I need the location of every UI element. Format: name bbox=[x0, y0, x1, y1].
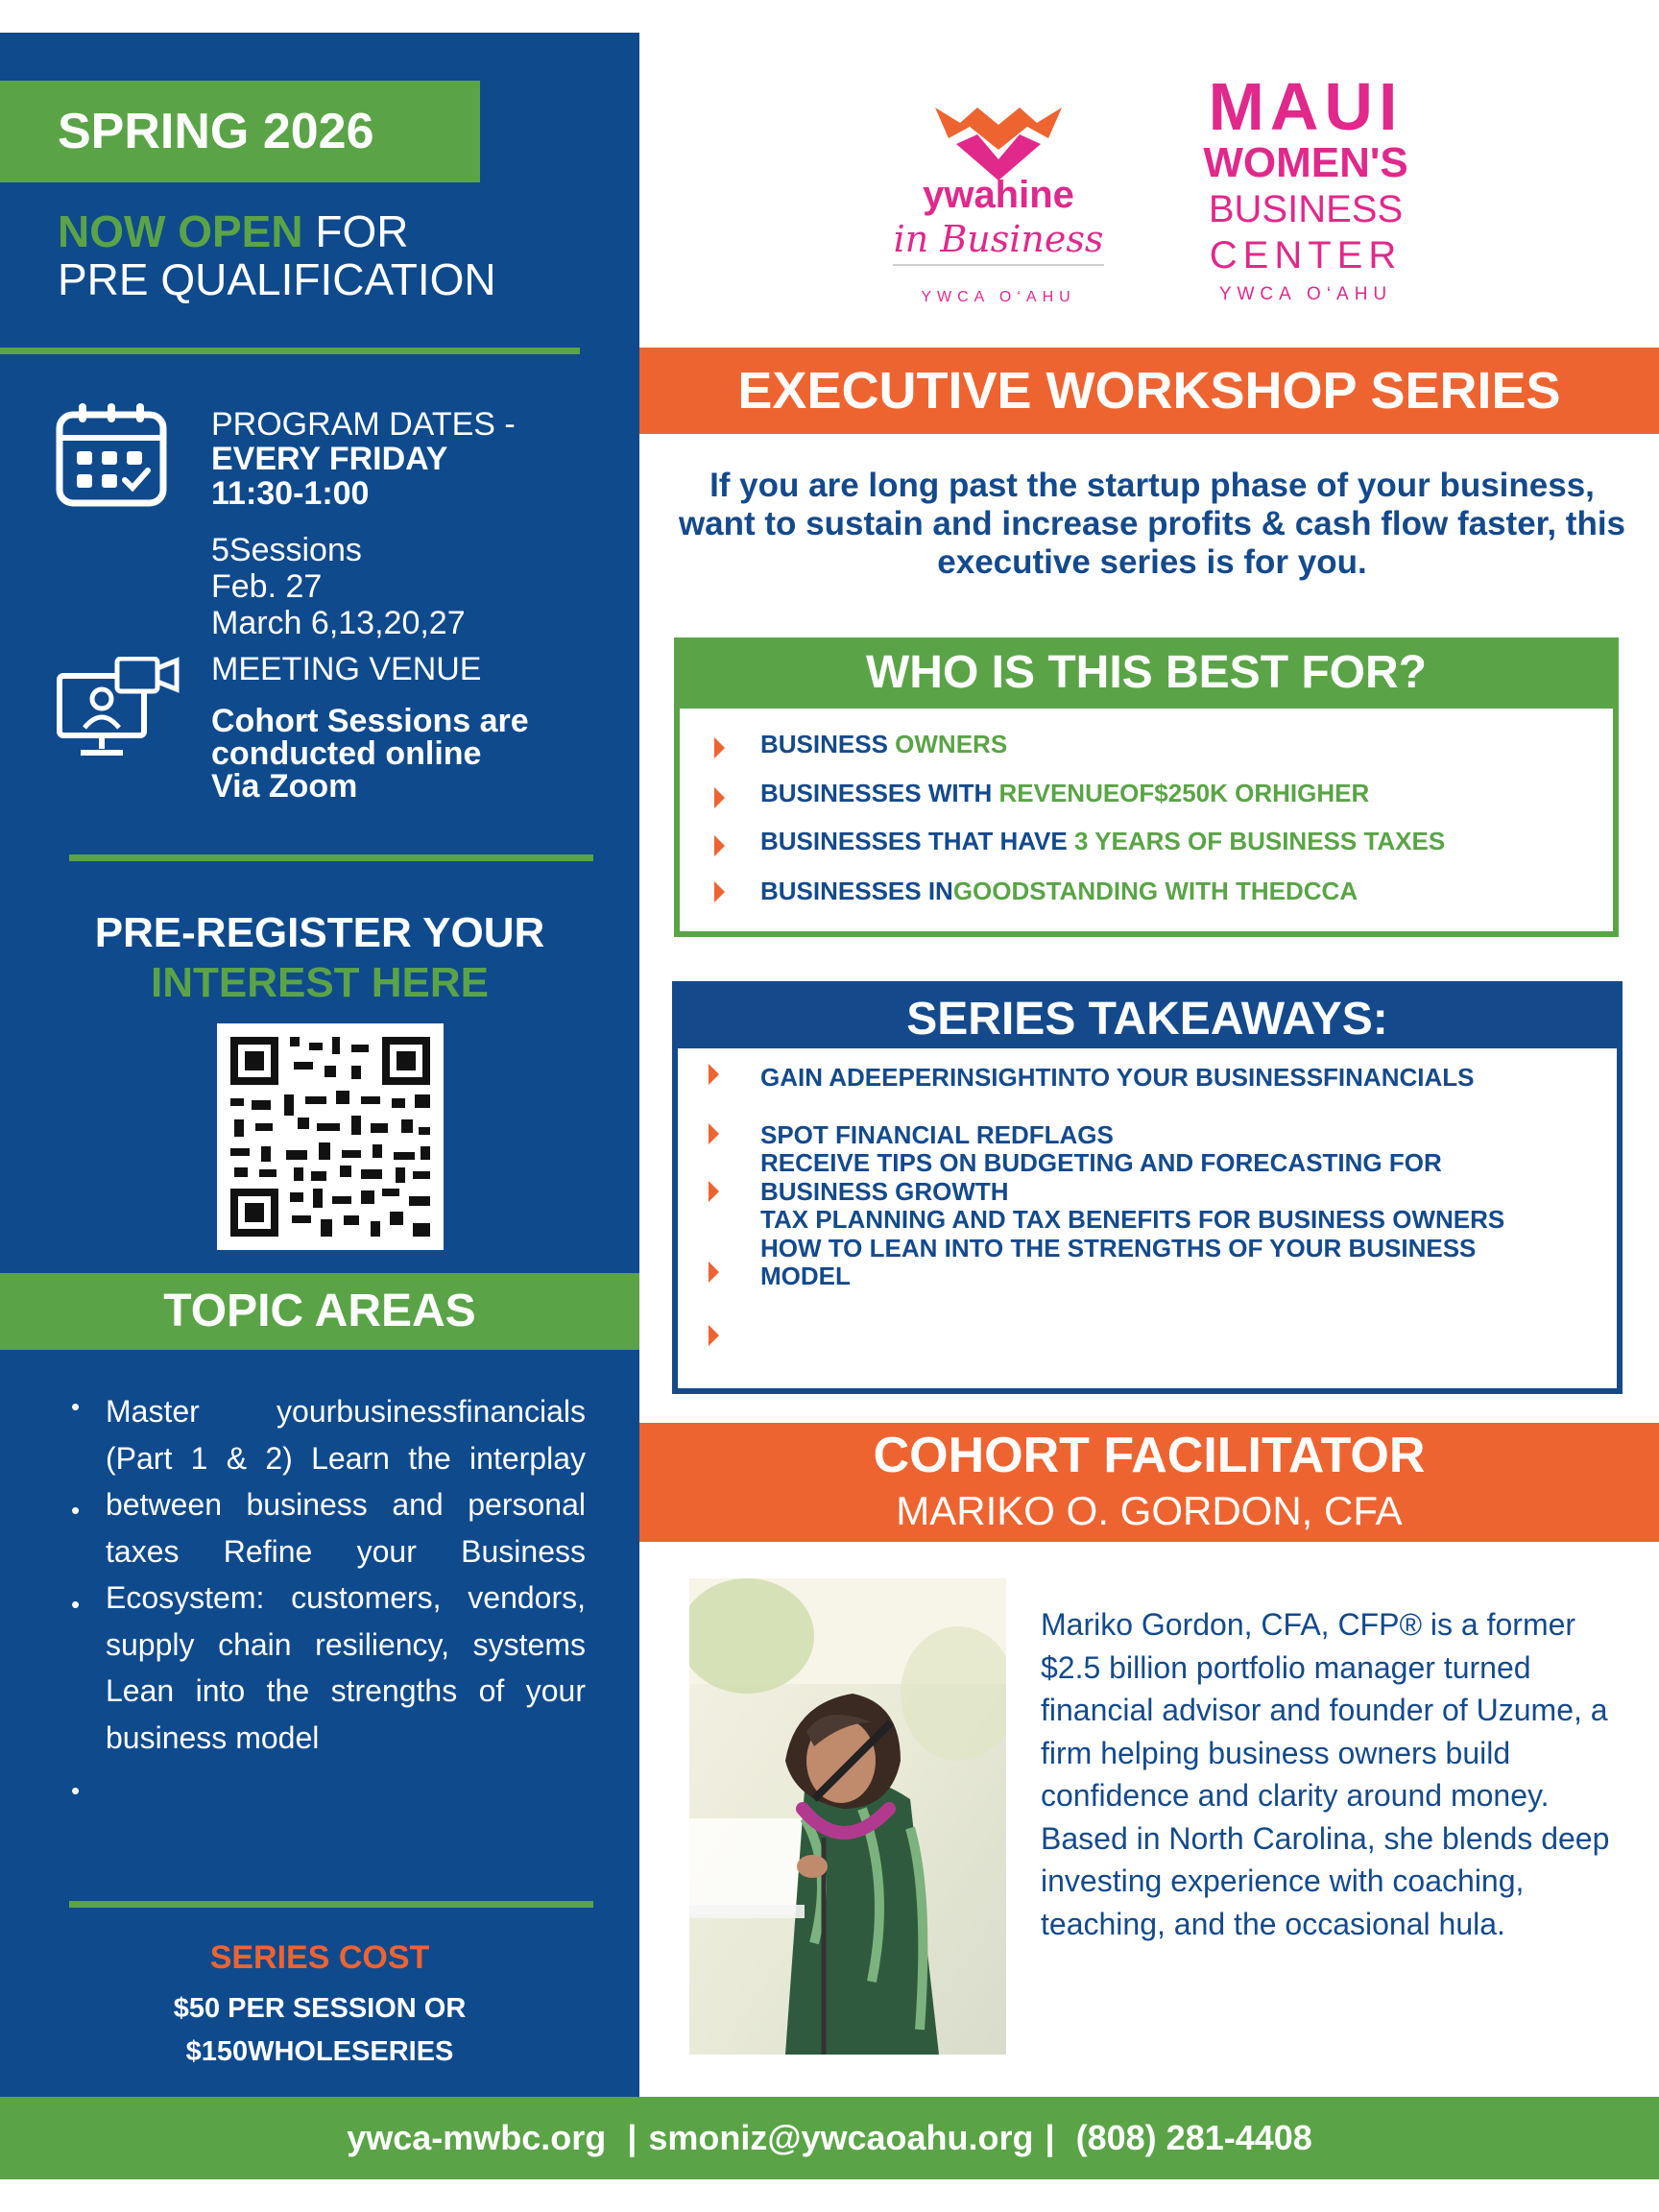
session-feb: Feb. 27 bbox=[211, 568, 323, 605]
spring-banner: SPRING 2026 bbox=[0, 81, 480, 182]
cost-line1: $50 PER SESSION OR bbox=[173, 1993, 467, 2024]
qr-code[interactable] bbox=[217, 1023, 444, 1250]
now-open-label: NOW OPEN bbox=[58, 206, 303, 256]
prequal-label: PRE QUALIFICATION bbox=[58, 254, 496, 304]
takeaway-item: TAX PLANNING AND TAX BENEFITS FOR BUSINESS OWNERS bbox=[760, 1205, 1505, 1234]
intro-text: If you are long past the startup phase of your business, want to sustain and increase profits & cash flow faster, this executive series is for you. bbox=[678, 467, 1626, 581]
who-item: BUSINESSES WITH REVENUEOF$250K ORHIGHER bbox=[760, 779, 1370, 807]
website-link[interactable]: ywca-mwbc.org bbox=[347, 2118, 607, 2157]
takeaways-heading: SERIES TAKEAWAYS: bbox=[672, 981, 1623, 1048]
divider bbox=[69, 1901, 593, 1908]
divider bbox=[0, 348, 580, 354]
venue-line2: conducted online bbox=[211, 735, 482, 772]
arrow-bullet-icon bbox=[709, 1064, 719, 1085]
series-cost bbox=[0, 1987, 639, 2074]
cohort-facilitator-banner bbox=[639, 1423, 1659, 1542]
arrow-bullet-icon bbox=[714, 835, 725, 856]
prereg-line1: PRE-REGISTER YOUR bbox=[94, 909, 545, 956]
takeaway-item: SPOT FINANCIAL REDFLAGS bbox=[760, 1119, 1114, 1149]
who-item: BUSINESSES THAT HAVE 3 YEARS OF BUSINESS TAXES bbox=[760, 827, 1446, 855]
session-count: 5Sessions bbox=[211, 532, 362, 568]
divider bbox=[69, 854, 593, 861]
ywahine-logo bbox=[864, 100, 1133, 311]
cohort-title: COHORT FACILITATOR bbox=[873, 1428, 1426, 1483]
prereg-line2: INTEREST HERE bbox=[150, 959, 490, 1006]
arrow-bullet-icon bbox=[714, 737, 725, 758]
footer-separator: | bbox=[627, 2118, 637, 2157]
program-dates-label: PROGRAM DATES - bbox=[211, 406, 516, 443]
arrow-bullet-icon bbox=[714, 881, 725, 902]
arrow-bullet-icon bbox=[714, 787, 725, 808]
program-time: 11:30-1:00 bbox=[211, 475, 370, 512]
takeaway-bullets bbox=[709, 1064, 728, 1352]
cost-line2: $150WHOLESERIES bbox=[185, 2036, 454, 2067]
for-label: FOR bbox=[302, 206, 409, 256]
facilitator-name: MARIKO O. GORDON, CFA bbox=[896, 1488, 1403, 1533]
who-heading: WHO IS THIS BEST FOR? bbox=[674, 637, 1619, 709]
business-text: BUSINESS bbox=[1208, 188, 1404, 230]
bio-paragraph: Mariko Gordon, CFA, CFP® is a former $2.5 billion portfolio manager turned financial advisor and founder of Uzume, a firm helping business owners build confidence and clarity around money. bbox=[1041, 1607, 1608, 1813]
who-item: BUSINESSES INGOODSTANDING WITH THEDCCA bbox=[760, 877, 1358, 905]
takeaway-item: BUSINESS GROWTH bbox=[760, 1176, 1009, 1206]
venue-line1: Cohort Sessions are bbox=[211, 703, 529, 739]
phone-number[interactable]: (808) 281-4408 bbox=[1075, 2118, 1312, 2157]
arrow-bullet-icon bbox=[709, 1262, 719, 1283]
sessions-list bbox=[211, 532, 466, 641]
who-list bbox=[714, 726, 1598, 927]
email-link[interactable]: smoniz@ywcaoahu.org bbox=[648, 2118, 1034, 2157]
video-call-icon bbox=[56, 657, 182, 762]
takeaway-item: RECEIVE TIPS ON BUDGETING AND FORECASTING FOR bbox=[760, 1148, 1442, 1177]
ywca-oahu-text: YWCA O‘AHU bbox=[921, 289, 1076, 305]
womens-text: WOMEN'S bbox=[1203, 139, 1408, 186]
footer-bar bbox=[0, 2097, 1659, 2179]
pre-register-heading bbox=[0, 908, 639, 1008]
maui-wbc-logo bbox=[1190, 69, 1421, 332]
topic-areas-text: Master yourbusinessfinancials (Part 1 & 2) Learn the interplay between business and personal taxes Refine your Business Ecosystem: customers, vendors, supply chain resiliency, systems Lean into the strengths of your business model bbox=[106, 1394, 586, 1755]
center-text: CENTER bbox=[1209, 234, 1403, 276]
facilitator-photo bbox=[689, 1578, 1006, 2055]
series-cost-title: SERIES COST bbox=[209, 1939, 430, 1976]
facilitator-bio bbox=[1041, 1603, 1626, 1945]
venue-line3: Via Zoom bbox=[211, 768, 358, 805]
calendar-icon bbox=[56, 401, 167, 507]
prequal-heading bbox=[58, 207, 624, 303]
takeaway-item: GAIN ADEEPERINSIGHTINTO YOUR BUSINESSFINANCIALS bbox=[760, 1063, 1475, 1092]
topic-areas-banner: TOPIC AREAS bbox=[0, 1273, 639, 1350]
program-dates bbox=[211, 407, 516, 511]
footer-separator: | bbox=[1045, 2118, 1055, 2157]
venue-label: MEETING VENUE bbox=[211, 651, 482, 687]
takeaways-list bbox=[760, 1064, 1586, 1291]
arrow-bullet-icon bbox=[709, 1325, 719, 1346]
bio-paragraph: Based in North Carolina, she blends deep investing experience with coaching, teaching, and the occasional hula. bbox=[1041, 1820, 1610, 1941]
arrow-bullet-icon bbox=[709, 1181, 719, 1202]
session-march: March 6,13,20,27 bbox=[211, 605, 466, 641]
program-day: EVERY FRIDAY bbox=[211, 441, 448, 477]
in-business-text: in Business bbox=[893, 218, 1104, 260]
who-item: BUSINESS OWNERS bbox=[760, 730, 1008, 758]
takeaway-item: MODEL bbox=[760, 1262, 851, 1290]
ywahine-text: ywahine bbox=[923, 174, 1074, 216]
meeting-venue bbox=[211, 653, 529, 803]
takeaway-item: HOW TO LEAN INTO THE STRENGTHS OF YOUR BUSINESS bbox=[760, 1233, 1477, 1262]
executive-workshop-banner: EXECUTIVE WORKSHOP SERIES bbox=[639, 348, 1659, 434]
maui-ywca-text: YWCA O‘AHU bbox=[1218, 284, 1393, 304]
maui-text: MAUI bbox=[1208, 69, 1404, 144]
arrow-bullet-icon bbox=[709, 1123, 719, 1144]
